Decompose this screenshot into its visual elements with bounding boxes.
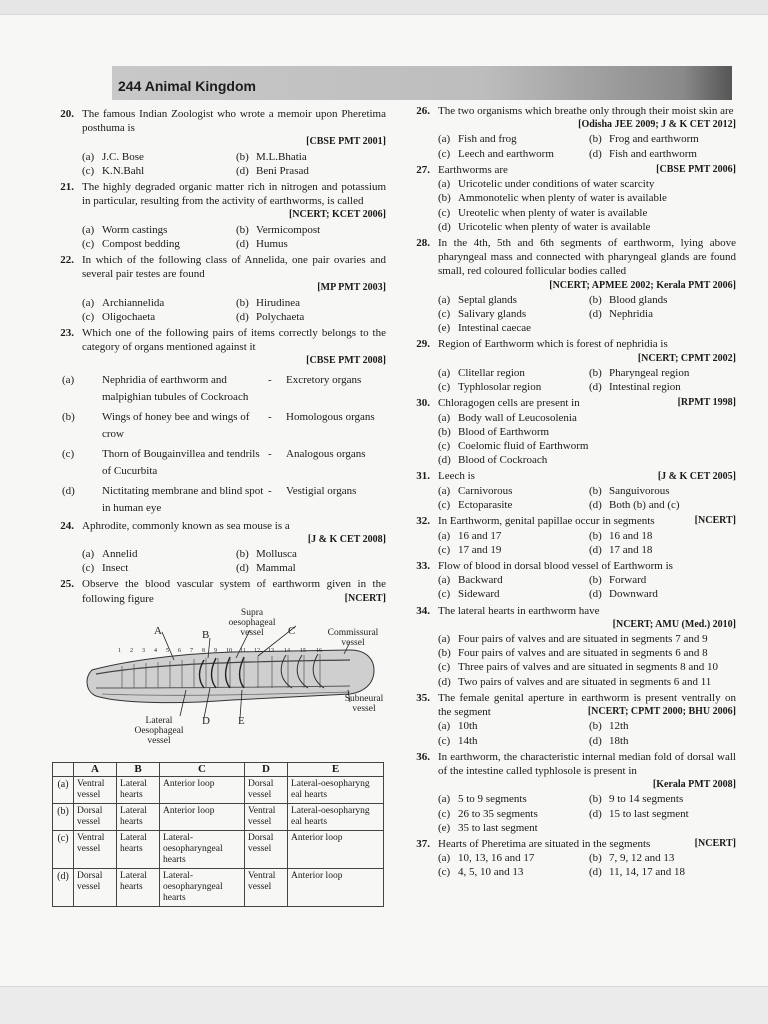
scan-bottom-edge [0,986,768,1024]
option-a: (a) Worm castings [82,223,168,236]
exam-source: [NCERT] [694,515,736,527]
option-a: (a) 16 and 17 [438,529,502,542]
options [82,547,386,575]
option-c: (c) Leech and earthworm [438,147,554,160]
option-c: (c) 17 and 19 [438,543,502,556]
option-a: (a) Annelid [82,548,138,561]
question-26 [400,104,736,161]
option-b: (b) Forward [589,574,647,587]
question-number: 29. [416,338,430,351]
exam-source: [NCERT; KCET 2006] [288,209,386,221]
option-a: (a) Body wall of Leucosolenia [438,411,577,424]
option-a: (a) Archiannelida [82,296,165,309]
option-c: (c) Oligochaeta [82,310,156,323]
option-c: (c) Salivary glands [438,308,527,321]
scan-top-edge [0,0,768,15]
option-c: (c) Typhlosolar region [438,381,542,394]
option-c: (c) 26 to 35 segments [438,807,538,820]
question-text: In Earthworm, genital papillae occur in segments [NCERT] [438,515,736,528]
question-22 [44,253,386,324]
question-number: 25. [60,578,74,591]
question-number: 28. [416,237,430,250]
options [82,150,386,178]
exam-source: [CBSE PMT 2001] [306,136,386,148]
question-text: In which of the following class of Annelida, one pair ovaries and several pair testes are found [82,254,386,281]
exam-source: [J & K CET 2008] [307,533,386,545]
option-d: (d) Uricotelic when plenty of water is available [438,220,651,233]
table-row: (a) Ventral vessel Lateral hearts Anterior loop Dorsal vessel Lateral-oesopharyng eal hearts [53,777,384,804]
question-text: Which one of the following pairs of items correctly belongs to the category of organs mentioned against it [82,327,386,354]
options [438,366,736,394]
option-c: (c) 4, 5, 10 and 13 [438,866,524,879]
table-row: (c) Ventral vessel Lateral hearts Lateral-oesopharyngeal hearts Dorsal vessel Anterior loop [53,831,384,869]
option-b: (b) 12th [589,720,629,733]
options [438,132,736,160]
option-d: (d) 15 to last segment [589,807,689,820]
page-header-title: 244 Animal Kingdom [118,78,256,94]
options [438,792,736,835]
exam-source: [RPMT 1998] [677,397,736,409]
label-C: C [288,625,296,638]
question-number: 35. [416,691,430,704]
question-20 [44,107,386,178]
option-c: (c) Insect [82,562,129,575]
options [438,719,736,747]
option-c: (c) Coelomic fluid of Earthworm [438,440,589,453]
question-34 [400,604,736,689]
question-text: The two organisms which breathe only through their moist skin are [438,105,734,117]
question-text: The female genital aperture in earthworm is present ventrally on the segment [438,691,736,718]
supra-oesophageal-label: Supra oesophageal vessel [228,608,276,639]
exam-source: [J & K CET 2005] [657,470,736,482]
question-number: 33. [416,559,430,572]
option-b: (b) Frog and earthworm [589,133,699,146]
label-B: B [202,629,210,642]
table-row: (b) Dorsal vessel Lateral hearts Anterior loop Ventral vessel Lateral-oesopharyng eal hearts [53,804,384,831]
options [438,484,736,512]
option-a: (a) Clitellar region [438,366,525,379]
option-b: (b) 7, 9, 12 and 13 [589,852,675,865]
right-column [400,104,736,882]
option-a: (a) Fish and frog [438,133,517,146]
question-text: Earthworms are [438,163,508,176]
option-b: (b) M.L.Bhatia [236,150,307,163]
option-a: (a) Four pairs of valves and are situated in segments 7 and 9 [438,632,708,645]
label-D: D [202,715,210,728]
exam-source: [NCERT; APMEE 2002; Kerala PMT 2006] [549,279,736,291]
subneural-vessel-label: Subneural vessel [344,694,384,715]
options [82,296,386,324]
exam-source: [NCERT] [344,592,386,604]
exam-source: [NCERT; CPMT 2000; BHU 2006] [587,706,736,718]
option-b: (b) Pharyngeal region [589,366,690,379]
table-row: (d) Dorsal vessel Lateral hearts Lateral-oesopharyngeal hearts Ventral vessel Anterior loop [53,869,384,907]
question-37 [400,837,736,880]
exam-source: [Kerala PMT 2008] [652,779,736,791]
question-29 [400,337,736,394]
option-a: (a) J.C. Bose [82,150,144,163]
option-a: (a) 5 to 9 segments [438,793,527,806]
option-d: (d) Polychaeta [236,310,305,323]
option-c: (c) Ectoparasite [438,499,513,512]
option-d: (d) Nephridia [589,308,653,321]
exam-source: [CBSE PMT 2008] [306,355,386,367]
option-d: (d) Fish and earthworm [589,147,697,160]
options [438,411,736,468]
option-c: (c) Ureotelic when plenty of water is available [438,206,648,219]
options [438,632,736,689]
question-text: Hearts of Pheretima are situated in the segments [NCERT] [438,837,736,850]
options [438,177,736,234]
option-b: (b) 9 to 14 segments [589,793,684,806]
option-b: (b) Hirudinea [236,296,300,309]
question-number: 34. [416,604,430,617]
question-text: Observe the blood vascular system of earthworm given in the following figure [82,578,386,605]
option-d: (d) Beni Prasad [236,164,309,177]
left-column [44,107,386,907]
question-number: 31. [416,470,430,483]
pair-option-a: (a) Nephridia of earthworm and malpighian tubules of Cockroach - Excretory organs [62,373,362,403]
question-number: 23. [60,327,74,340]
question-text: The lateral hearts in earthworm have [438,604,600,617]
option-b: (b) 16 and 18 [589,529,653,542]
option-e: (e) 35 to last segment [438,821,538,834]
label-A: A [154,625,162,638]
question-21 [44,180,386,251]
options [438,851,736,879]
options [82,223,386,251]
option-b: (b) Blood glands [589,293,668,306]
option-c: (c) K.N.Bahl [82,164,145,177]
earthworm-figure [82,608,382,756]
exam-source: [NCERT; AMU (Med.) 2010] [612,618,736,630]
option-a: (a) Septal glands [438,293,517,306]
question-text: The highly degraded organic matter rich in nitrogen and potassium in particular, resulting from the activity of earthworms, is called [82,181,386,208]
label-E: E [238,715,245,728]
question-text: Leech is [438,470,475,483]
exam-source: [MP PMT 2003] [317,282,386,294]
question-31 [400,469,736,512]
commissural-vessel-label: Commissural vessel [327,628,379,649]
option-a: (a) 10, 13, 16 and 17 [438,852,535,865]
question-number: 22. [60,254,74,267]
question-number: 26. [416,105,430,117]
option-d: (d) Two pairs of valves and are situated in segments 6 and 11 [438,675,712,688]
question-text: Region of Earthworm which is forest of nephridia is [438,338,668,351]
option-c: (c) Sideward [438,588,500,601]
question-28 [400,236,736,335]
option-b: (b) Four pairs of valves and are situated in segments 6 and 8 [438,647,708,660]
question-32 [400,514,736,557]
option-b: (b) Blood of Earthworm [438,425,550,438]
exam-source: [NCERT] [694,837,736,849]
question-number: 32. [416,515,430,528]
option-a: (a) 10th [438,720,478,733]
option-b: (b) Ammonotelic when plenty of water is available [438,192,667,205]
option-b: (b) Vermicompost [236,223,321,236]
option-a: (a) Uricotelic under conditions of water scarcity [438,178,655,191]
question-25 [44,577,386,756]
question-number: 37. [416,837,430,850]
option-b: (b) Sanguivorous [589,484,670,497]
exam-source: [Odisha JEE 2009; J & K CET 2012] [578,119,736,131]
option-d: (d) 18th [589,734,629,747]
question-text: The famous Indian Zoologist who wrote a memoir upon Pheretima posthuma is [82,108,386,135]
pair-option-b: (b) Wings of honey bee and wings of crow - Homologous organs [62,410,375,440]
option-d: (d) 11, 14, 17 and 18 [589,866,685,879]
question-number: 36. [416,750,430,763]
options [438,529,736,557]
question-number: 21. [60,181,74,194]
question-36 [400,750,736,835]
option-d: (d) Blood of Cockroach [438,454,548,467]
pair-option-d: (d) Nictitating membrane and blind spot in human eye - Vestigial organs [62,484,357,514]
option-c: (c) 14th [438,734,478,747]
exam-source: [CBSE PMT 2006] [656,164,736,176]
question-35 [400,691,736,748]
option-d: (d) Humus [236,237,288,250]
options [438,573,736,601]
option-a: (a) Backward [438,574,503,587]
question-text: In earthworm, the characteristic internal median fold of dorsal wall of the intestine called typhlosole is present in [438,750,736,777]
pair-option-c: (c) Thorn of Bougainvillea and tendrils of Cucurbita - Analogous organs [62,447,366,477]
option-d: (d) 17 and 18 [589,543,653,556]
question-text: Aphrodite, commonly known as sea mouse is a [82,519,290,532]
question-text: In the 4th, 5th and 6th segments of earthworm, lying above pharyngeal mass and connected with pharyngeal glands are found small, red coloured follicular bodies called [438,237,736,278]
option-c: (c) Compost bedding [82,237,180,250]
option-b: (b) Mollusca [236,548,297,561]
option-d: (d) Mammal [236,562,296,575]
option-d: (d) Both (b) and (c) [589,499,680,512]
question-24 [44,519,386,576]
lateral-oesophageal-label: Lateral Oesophageal vessel [134,716,184,747]
question-33 [400,559,736,602]
question-23 [44,326,386,517]
option-c: (c) Three pairs of valves and are situated in segments 8 and 10 [438,661,718,674]
option-d: (d) Intestinal region [589,381,681,394]
question-27 [400,163,736,234]
option-d: (d) Downward [589,588,658,601]
segment-numbers: 1 2 3 4 5 6 7 8 9 10 11 12 13 14 15 16 [118,648,322,655]
options [438,293,736,336]
matching-table [52,762,384,907]
question-number: 24. [60,519,74,532]
question-text: Flow of blood in dorsal blood vessel of Earthworm is [438,559,673,572]
question-number: 27. [416,163,430,176]
option-a: (a) Carnivorous [438,484,513,497]
question-number: 30. [416,397,430,410]
question-30 [400,396,736,467]
question-number: 20. [60,108,74,120]
option-e: (e) Intestinal caecae [438,322,531,335]
table-header-row: A B C D E [53,763,384,777]
question-text: Chloragogen cells are present in [438,397,580,410]
exam-source: [NCERT; CPMT 2002] [637,352,736,364]
